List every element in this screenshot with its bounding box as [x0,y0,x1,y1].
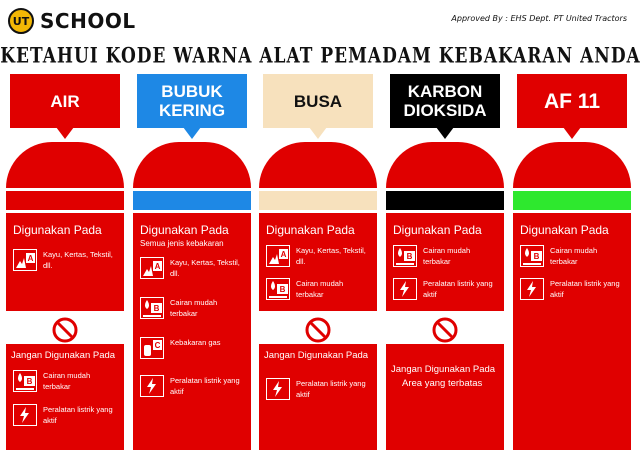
item-text: Cairan mudah terbakar [170,298,218,318]
svg-text:B: B [153,304,160,313]
list-item [266,245,368,267]
used-heading: Digunakan Pada [13,223,102,237]
list-item [393,278,495,300]
list-item [393,245,495,267]
not-used-heading: Jangan Digunakan Pada [11,350,116,361]
pointer [563,127,581,139]
pointer [183,127,201,139]
ut-logo-icon [8,8,34,34]
color-stripe [513,191,631,210]
electric-icon [266,378,290,400]
svg-text:C: C [154,341,161,350]
list-item [266,278,368,300]
label-air: AIR [10,74,120,128]
list-item [140,375,242,397]
not-used-heading: Jangan Digunakan Pada [264,350,369,361]
not-used-subheading: Area yang terbatas [402,378,483,389]
brand [8,8,136,34]
extinguisher-body [133,213,251,450]
used-heading: Digunakan Pada [266,223,355,237]
class-c-icon [140,337,164,359]
not-used-panel [6,344,124,450]
extinguisher-body [6,213,124,311]
color-stripe [6,191,124,210]
extinguisher-dome [386,142,504,188]
prohibited-icon [52,317,78,343]
svg-text:A: A [280,250,287,259]
class-a-icon [140,257,164,279]
svg-text:B: B [279,285,286,294]
class-b-icon [393,245,417,267]
class-b-icon [520,245,544,267]
list-item [140,257,242,279]
pointer [56,127,74,139]
list-item [140,297,242,319]
color-stripe [259,191,377,210]
color-stripe [386,191,504,210]
item-text: Peralatan listrik yang aktif [550,279,620,299]
item-text: Peralatan listrik yang aktif [43,405,113,425]
svg-text:B: B [26,377,33,386]
not-used-panel [259,344,377,450]
prohibited-icon [432,317,458,343]
extinguisher-af11 [513,74,631,450]
list-item [520,278,622,300]
svg-text:A: A [154,262,161,271]
item-text: Kebakaran gas [170,338,221,347]
approval-note: Approved By : EHS Dept. PT United Tractors [451,14,627,23]
color-stripe [133,191,251,210]
list-item [13,404,115,426]
extinguisher-karbon-dioksida [386,74,504,450]
item-text: Cairan mudah terbakar [296,279,344,299]
brand-name: SCHOOL [40,9,136,33]
not-used-heading: Jangan Digunakan Pada [391,364,496,375]
item-text: Cairan mudah terbakar [43,371,91,391]
class-a-icon [13,249,37,271]
used-heading: Digunakan Pada [520,223,609,237]
item-text: Peralatan listrik yang aktif [170,376,240,396]
label-karbon-dioksida: KARBON DIOKSIDA [390,74,500,128]
item-text: Cairan mudah terbakar [550,246,598,266]
extinguisher-body [259,213,377,311]
extinguisher-body [513,213,631,450]
extinguisher-dome [133,142,251,188]
logo-text: UT [12,14,30,28]
label-busa: BUSA [263,74,373,128]
electric-icon [13,404,37,426]
list-item [266,378,368,400]
item-text: Cairan mudah terbakar [423,246,471,266]
electric-icon [520,278,544,300]
label-bubuk-kering: BUBUK KERING [137,74,247,128]
list-item [13,370,115,392]
electric-icon [393,278,417,300]
class-b-icon [266,278,290,300]
list-item [140,337,242,359]
used-heading: Digunakan Pada [140,223,229,237]
class-b-icon [140,297,164,319]
item-text: Kayu, Kertas, Tekstil, dll. [43,250,113,270]
class-b-icon [13,370,37,392]
extinguisher-busa [259,74,377,450]
list-item [520,245,622,267]
class-a-icon [266,245,290,267]
extinguisher-dome [513,142,631,188]
extinguisher-body [386,213,504,311]
item-text: Peralatan listrik yang aktif [423,279,493,299]
pointer [436,127,454,139]
extinguisher-bubuk-kering [133,74,251,450]
item-text: Peralatan listrik yang aktif [296,379,366,399]
pointer [309,127,327,139]
svg-text:A: A [27,254,34,263]
svg-text:B: B [406,252,413,261]
extinguisher-air [6,74,124,450]
page-title: KETAHUI KODE WARNA ALAT PEMADAM KEBAKARAN ANDA [0,43,641,69]
used-subheading: Semua jenis kebakaran [140,239,224,248]
svg-text:B: B [533,252,540,261]
extinguisher-dome [259,142,377,188]
item-text: Kayu, Kertas, Tekstil, dll. [170,258,240,278]
used-heading: Digunakan Pada [393,223,482,237]
prohibited-icon [305,317,331,343]
electric-icon [140,375,164,397]
label-af11: AF 11 [517,74,627,128]
list-item [13,249,115,271]
not-used-panel [386,344,504,450]
item-text: Kayu, Kertas, Tekstil, dll. [296,246,366,266]
extinguisher-dome [6,142,124,188]
